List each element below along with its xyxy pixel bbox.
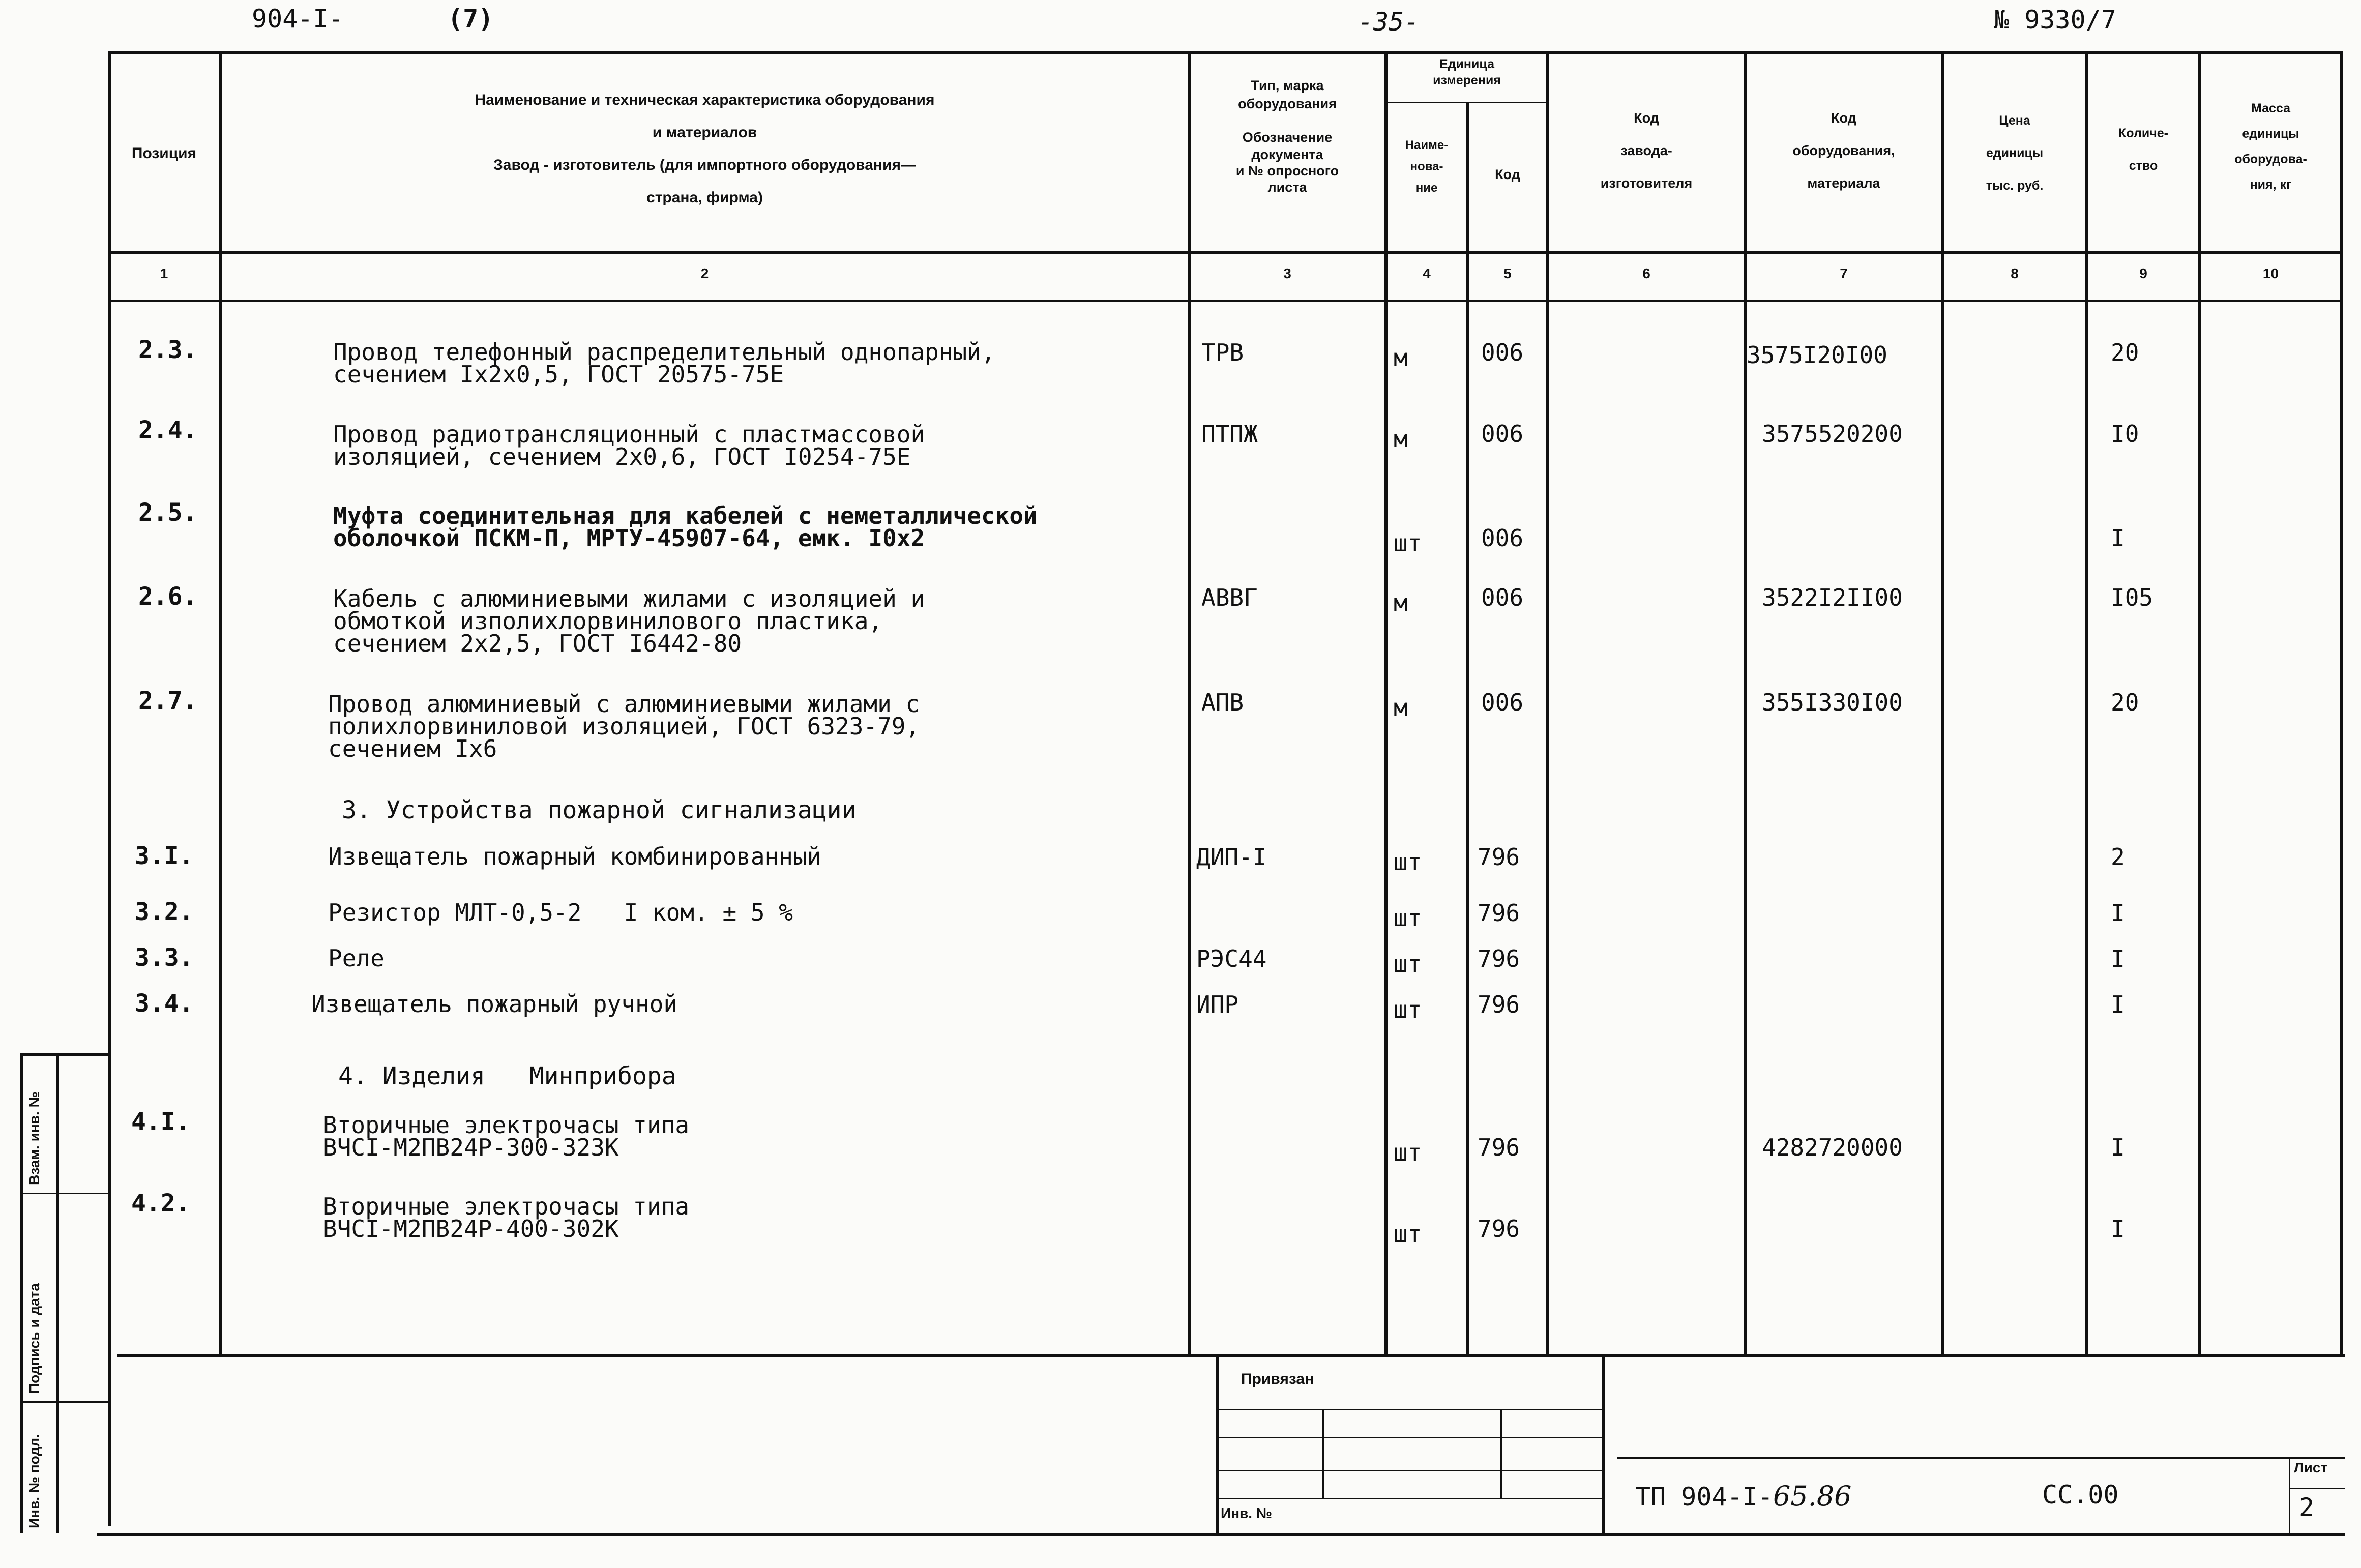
row-quantity: 20 [2111,689,2139,716]
row-unit-code: 006 [1481,524,1524,552]
row-unit: м [1394,344,1408,371]
row-position: 2.5. [138,498,197,527]
row-quantity: I [2111,899,2125,927]
section-title-3: 3. Устройства пожарной сигнализации [342,796,857,824]
header-manufacturer-code: Код завода- изготовителя [1600,110,1693,191]
row-description: Извещатель пожарный комбинированный [328,843,821,870]
row-unit: шт [1394,996,1422,1023]
side-signature-date: Подпись и дата [26,1283,42,1394]
header-name: Наименование и техническая характеристика оборудования и материалов Завод - изготовитель (для импортного оборудования— страна, фирма) [475,92,935,206]
row-unit-code: 006 [1481,339,1524,366]
row-description: Реле [328,944,385,972]
header-unit-code: Код [1495,167,1520,182]
row-unit-code: 796 [1478,1215,1520,1242]
row-position: 4.I. [131,1108,190,1136]
header-type: Тип, марка оборудования Обозначение документа и № опросного листа [1235,78,1339,195]
row-quantity: I [2111,1134,2125,1161]
row-code: 3575520200 [1762,420,1903,448]
colnum-7: 7 [1840,265,1848,281]
inventory-label: Инв. № [1221,1505,1273,1521]
row-description: Вторичные электрочасы типа ВЧСI-М2ПВ24Р-300-323К [323,1111,690,1161]
row-unit-code: 796 [1478,945,1520,972]
header-equipment-code: Код оборудования, материала [1792,110,1895,191]
row-unit-code: 796 [1478,899,1520,927]
row-type: ИПР [1196,991,1239,1018]
row-unit: м [1394,694,1408,721]
row-position: 3.I. [135,842,194,870]
row-description: Провод радиотрансляционный с пластмассовой изоляцией, сечением 2х0,6, ГОСТ I0254-75Е [333,421,925,470]
row-quantity: I [2111,524,2125,552]
colnum-4: 4 [1423,265,1431,281]
row-unit: шт [1394,1220,1422,1248]
top-left-num: (7) [448,4,494,34]
page-number: -35- [1358,7,1420,37]
row-code: 3522I2II00 [1762,584,1903,611]
row-unit: шт [1394,950,1422,978]
row-unit: шт [1394,1139,1422,1166]
row-quantity: I0 [2111,420,2139,448]
colnum-2: 2 [700,265,709,281]
row-unit-code: 006 [1481,584,1524,611]
row-type: ТРВ [1201,339,1244,366]
row-description: Резистор МЛТ-0,5-2 I ком. ± 5 % [328,899,793,926]
row-unit: шт [1394,848,1422,876]
row-unit-code: 796 [1478,843,1520,871]
row-position: 2.4. [138,416,197,445]
row-code: 4282720000 [1762,1134,1903,1161]
row-type: ДИП-I [1196,843,1267,871]
row-position: 3.4. [135,989,194,1018]
row-type: ПТПЖ [1201,420,1258,448]
row-position: 3.3. [135,943,194,972]
colnum-10: 10 [2262,265,2279,281]
row-code: 3575I20I00 [1747,341,1887,369]
row-unit: м [1394,589,1408,616]
sheet-label: Лист [2294,1460,2328,1475]
row-unit-code: 796 [1478,1134,1520,1161]
colnum-6: 6 [1642,265,1650,281]
row-position: 3.2. [135,898,194,926]
section-title-4: 4. Изделия Минприбора [338,1062,676,1090]
row-unit: м [1394,425,1408,453]
row-quantity: I05 [2111,584,2153,611]
row-position: 2.3. [138,336,197,364]
colnum-3: 3 [1283,265,1291,281]
row-position: 2.7. [138,687,197,715]
row-description: Кабель с алюминиевыми жилами с изоляцией и обмоткой изполихлорвинилового пластика, сечением 2х2,5, ГОСТ I6442-80 [333,585,925,657]
top-left-code: 904-I- [252,4,344,34]
row-code: 355I330I00 [1762,689,1903,716]
row-unit-code: 006 [1481,420,1524,448]
header-unit-name: Наиме- нова- ние [1405,138,1449,195]
row-description: Провод телефонный распределительный однопарный, сечением Iх2х0,5, ГОСТ 20575-75Е [333,338,995,388]
row-description: Муфта соединительная для кабелей с неметаллической оболочкой ПСКМ-П, МРТУ-45907-64, емк. I0х2 [333,502,1038,552]
row-quantity: 2 [2111,843,2125,871]
side-replacement-inventory: Взам. инв. № [26,1091,42,1185]
colnum-8: 8 [2011,265,2019,281]
row-description: Вторичные электрочасы типа ВЧСI-М2ПВ24Р-400-302К [323,1193,690,1242]
row-position: 4.2. [131,1189,190,1218]
header-position: Позиция [131,145,197,162]
bound-label: Привязан [1241,1371,1314,1387]
row-quantity: I [2111,991,2125,1018]
row-unit: шт [1394,529,1422,557]
row-unit-code: 796 [1478,991,1520,1018]
row-type: АВВГ [1201,584,1258,611]
row-quantity: I [2111,945,2125,972]
row-quantity: I [2111,1215,2125,1242]
document-number: № 9330/7 [1994,5,2116,35]
row-type: АПВ [1201,689,1244,716]
row-type: РЭС44 [1196,945,1267,972]
colnum-1: 1 [160,265,168,281]
colnum-5: 5 [1503,265,1512,281]
side-original-inventory: Инв. № подл. [26,1434,42,1528]
colnum-9: 9 [2139,265,2147,281]
header-price: Цена единицы тыс. руб. [1986,113,2044,193]
header-mass: Масса единицы оборудова- ния, кг [2234,101,2307,192]
row-position: 2.6. [138,582,197,611]
header-unit: Единица измерения [1433,57,1501,87]
header-quantity: Количе- ство [2118,126,2168,173]
document-code: ТП 904-I-65.86 [1635,1480,1852,1512]
sheet-code: СС.00 [2042,1480,2119,1510]
row-description: Провод алюминиевый с алюминиевыми жилами с полихлорвиниловой изоляцией, ГОСТ 6323-79, сечением Iх6 [328,690,920,762]
sheet-number: 2 [2299,1493,2315,1522]
row-description: Извещатель пожарный ручной [311,990,678,1018]
row-unit-code: 006 [1481,689,1524,716]
row-unit: шт [1394,904,1422,932]
row-quantity: 20 [2111,339,2139,366]
